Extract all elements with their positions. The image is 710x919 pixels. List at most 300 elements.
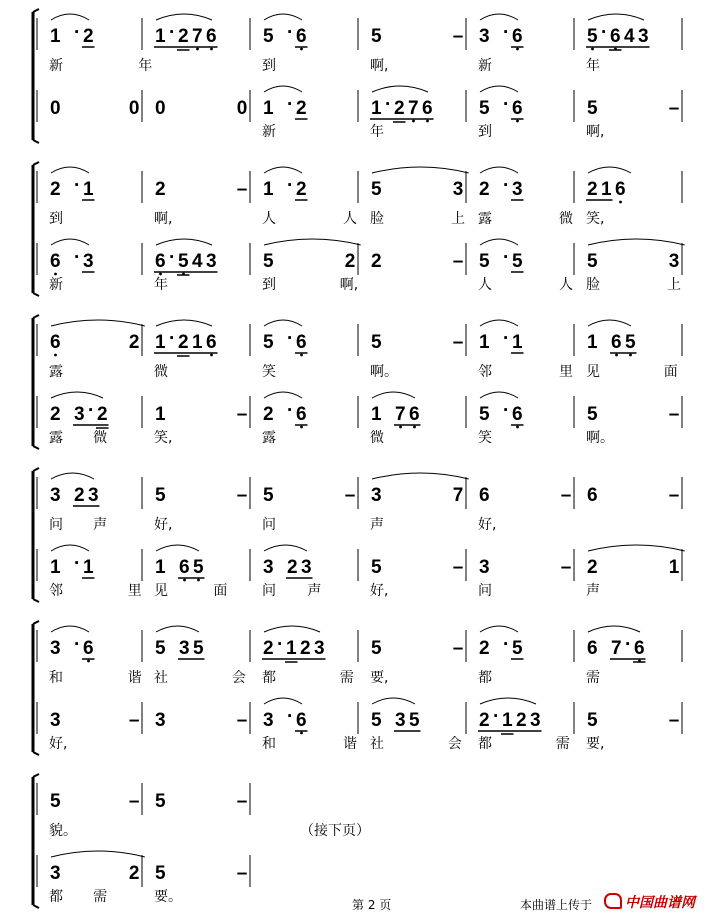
dot-note: · xyxy=(287,328,294,349)
note: 1 xyxy=(371,98,382,119)
note: 5 xyxy=(479,251,490,272)
lyric-syllable: 啊。 xyxy=(586,430,614,446)
low-dot xyxy=(54,273,57,276)
low-dot xyxy=(196,48,199,51)
note: 5 xyxy=(50,791,61,812)
lyric-syllable: 露 xyxy=(49,430,63,446)
note: 3 xyxy=(83,251,94,272)
dash-note: – xyxy=(236,485,248,506)
note: 1 xyxy=(263,98,274,119)
slur-arc xyxy=(588,167,631,173)
note: 4 xyxy=(192,251,203,272)
dash-note: – xyxy=(452,26,464,47)
dash-note: – xyxy=(344,485,356,506)
note: 3 xyxy=(512,179,523,200)
dash-note: – xyxy=(668,98,680,119)
lyric-syllable: 要。 xyxy=(154,889,182,905)
note: 1 xyxy=(512,332,523,353)
lyric-syllable: 微 xyxy=(559,211,573,227)
note: 2 xyxy=(296,179,307,200)
low-dot xyxy=(629,354,632,357)
note: 5 xyxy=(155,638,166,659)
lyric-syllable: 都 xyxy=(262,670,276,686)
note: 3 xyxy=(50,863,61,884)
note: 7 xyxy=(611,638,622,659)
note: 1 xyxy=(601,179,612,200)
note: 6 xyxy=(611,332,622,353)
continue-note: （接下页） xyxy=(300,823,370,839)
slur-arc xyxy=(372,167,469,173)
slur-arc xyxy=(480,86,518,92)
lyric-syllable: 年 xyxy=(370,124,384,140)
note: 5 xyxy=(263,485,274,506)
note: 3 xyxy=(479,557,490,578)
note: 6 xyxy=(587,485,598,506)
note: 6 xyxy=(50,332,61,353)
note: 2 xyxy=(178,332,189,353)
slur-arc xyxy=(264,239,361,245)
dash-note: – xyxy=(236,404,248,425)
note: 5 xyxy=(263,332,274,353)
lyric-syllable: 笑 xyxy=(478,430,492,446)
lyric-syllable: 啊。 xyxy=(370,364,398,380)
lyric-syllable: 社 xyxy=(370,736,384,752)
slur-arc xyxy=(51,473,94,479)
slur-arc xyxy=(156,626,199,632)
dot-note: · xyxy=(493,706,500,727)
lyric-syllable: 需 xyxy=(339,670,354,686)
low-dot xyxy=(159,273,162,276)
note: 6 xyxy=(155,251,166,272)
note: 3 xyxy=(88,485,99,506)
dot-note: · xyxy=(385,94,392,115)
slur-arc xyxy=(372,698,415,704)
note: 0 xyxy=(128,98,140,119)
dot-note: · xyxy=(169,247,176,268)
lyric-syllable: 新 xyxy=(262,124,276,140)
note: 5 xyxy=(512,638,523,659)
dash-note: – xyxy=(452,638,464,659)
low-dot xyxy=(54,354,57,357)
note: 1 xyxy=(50,557,61,578)
dash-note: – xyxy=(452,332,464,353)
note: 1 xyxy=(286,638,297,659)
note: 3 xyxy=(263,710,274,731)
site-logo-text: 中国曲谱网 xyxy=(625,895,695,911)
logo-mark-icon xyxy=(604,893,622,909)
note: 6 xyxy=(409,404,420,425)
note: 6 xyxy=(512,404,523,425)
note: 6 xyxy=(587,638,598,659)
lyric-syllable: 邻 xyxy=(49,583,63,599)
lyric-syllable: 都 xyxy=(478,736,492,752)
lyric-syllable: 问 xyxy=(262,517,276,533)
note: 1 xyxy=(50,26,61,47)
note: 6 xyxy=(83,638,94,659)
note: 1 xyxy=(502,710,513,731)
lyric-syllable: 需 xyxy=(586,670,600,686)
lyric-syllable: 会 xyxy=(231,670,246,686)
note: 7 xyxy=(452,485,464,506)
note: 2 xyxy=(50,404,61,425)
low-dot xyxy=(87,660,90,663)
slur-arc xyxy=(480,698,536,704)
lyric-syllable: 人 xyxy=(343,211,357,227)
note: 1 xyxy=(155,26,166,47)
note: 5 xyxy=(587,26,598,47)
slur-arc xyxy=(51,14,89,20)
dot-note: · xyxy=(503,94,510,115)
dot-note: · xyxy=(74,634,81,655)
note: 6 xyxy=(296,332,307,353)
note: 0 xyxy=(155,98,166,119)
slur-arc xyxy=(156,14,212,20)
lyric-syllable: 年 xyxy=(138,58,153,74)
dot-note: · xyxy=(503,400,510,421)
note: 5 xyxy=(263,251,274,272)
low-dot xyxy=(426,120,429,123)
dash-note: – xyxy=(128,710,140,731)
note: 5 xyxy=(479,404,490,425)
note: 5 xyxy=(587,251,598,272)
lyric-syllable: 问 xyxy=(49,517,63,533)
note: 2 xyxy=(344,251,356,272)
slur-arc xyxy=(372,86,428,92)
dash-note: – xyxy=(236,863,248,884)
note: 3 xyxy=(371,485,382,506)
note: 3 xyxy=(74,404,85,425)
lyric-syllable: 貌。 xyxy=(49,823,77,839)
lyric-syllable: 上 xyxy=(451,211,465,227)
lyric-syllable: 啊, xyxy=(370,58,389,74)
system-bracket xyxy=(33,468,39,471)
slur-arc xyxy=(51,392,103,398)
lyric-syllable: 露 xyxy=(49,364,63,380)
dash-note: – xyxy=(236,710,248,731)
dot-note: · xyxy=(88,400,95,421)
slur-arc xyxy=(480,167,518,173)
note: 6 xyxy=(610,26,621,47)
lyric-syllable: 里 xyxy=(127,583,142,599)
lyric-syllable: 要, xyxy=(586,736,605,752)
page-number: 第 2 页 xyxy=(352,898,392,912)
note: 6 xyxy=(296,26,307,47)
note: 6 xyxy=(512,98,523,119)
note: 3 xyxy=(638,26,649,47)
lyric-syllable: 见 xyxy=(154,583,168,599)
note: 7 xyxy=(395,404,406,425)
lyric-syllable: 上 xyxy=(667,277,681,293)
note: 2 xyxy=(128,332,140,353)
slur-arc xyxy=(156,239,212,245)
dot-note: · xyxy=(277,634,284,655)
slur-arc xyxy=(264,14,302,20)
lyric-syllable: 面 xyxy=(663,364,678,380)
lyric-syllable: 里 xyxy=(559,364,573,380)
note: 2 xyxy=(300,638,311,659)
lyric-syllable: 微 xyxy=(93,430,108,446)
dash-note: – xyxy=(668,485,680,506)
system xyxy=(33,468,685,602)
note: 2 xyxy=(74,485,85,506)
lyric-syllable: 好, xyxy=(370,583,389,599)
lyric-syllable: 谐 xyxy=(343,736,357,752)
lyric-syllable: 人 xyxy=(559,277,573,293)
note: 2 xyxy=(155,179,166,200)
lyric-syllable: 年 xyxy=(154,277,168,293)
note: 1 xyxy=(192,332,203,353)
note: 2 xyxy=(296,98,307,119)
lyric-syllable: 和 xyxy=(262,736,276,752)
note: 3 xyxy=(50,638,61,659)
note: 5 xyxy=(263,26,274,47)
lyric-syllable: 声 xyxy=(93,517,108,533)
lyric-syllable: 到 xyxy=(262,58,276,74)
note: 0 xyxy=(50,98,61,119)
dot-note: · xyxy=(74,22,81,43)
note: 2 xyxy=(371,251,382,272)
note: 5 xyxy=(587,710,598,731)
dot-note: · xyxy=(74,553,81,574)
note: 6 xyxy=(634,638,645,659)
note: 3 xyxy=(155,710,166,731)
note: 1 xyxy=(155,332,166,353)
dot-note: · xyxy=(287,706,294,727)
lyric-syllable: 笑 xyxy=(262,364,276,380)
note: 6 xyxy=(615,179,626,200)
lyric-syllable: 脸 xyxy=(586,277,600,293)
note: 6 xyxy=(479,485,490,506)
note: 3 xyxy=(50,485,61,506)
lyric-syllable: 好, xyxy=(478,517,497,533)
note: 1 xyxy=(83,179,94,200)
note: 2 xyxy=(479,710,490,731)
note: 2 xyxy=(97,404,108,425)
dash-note: – xyxy=(236,179,248,200)
note: 1 xyxy=(83,557,94,578)
system xyxy=(33,9,682,143)
dash-note: – xyxy=(668,710,680,731)
note: 5 xyxy=(512,251,523,272)
note: 2 xyxy=(479,638,490,659)
slur-arc xyxy=(264,626,320,632)
note: 2 xyxy=(128,863,140,884)
lyric-syllable: 脸 xyxy=(370,211,384,227)
note: 5 xyxy=(155,791,166,812)
note: 6 xyxy=(296,404,307,425)
note: 3 xyxy=(668,251,680,272)
lyric-syllable: 会 xyxy=(447,736,462,752)
note: 6 xyxy=(179,557,190,578)
note: 5 xyxy=(155,863,166,884)
lyric-syllable: 面 xyxy=(213,583,228,599)
note: 7 xyxy=(192,26,203,47)
note: 6 xyxy=(50,251,61,272)
lyric-syllable: 微 xyxy=(154,364,168,380)
system-bracket xyxy=(33,9,39,12)
low-dot xyxy=(197,579,200,582)
low-dot xyxy=(591,48,594,51)
note: 5 xyxy=(371,179,382,200)
note: 1 xyxy=(263,179,274,200)
note: 5 xyxy=(371,557,382,578)
dash-note: – xyxy=(128,791,140,812)
lyric-syllable: 要, xyxy=(370,670,389,686)
lyric-syllable: 到 xyxy=(478,124,492,140)
slur-arc xyxy=(480,626,518,632)
note: 1 xyxy=(587,332,598,353)
lyric-syllable: 都 xyxy=(478,670,492,686)
slur-arc xyxy=(51,851,145,857)
note: 6 xyxy=(512,26,523,47)
dot-note: · xyxy=(503,634,510,655)
note: 5 xyxy=(587,404,598,425)
system xyxy=(33,315,682,449)
lyric-syllable: 声 xyxy=(370,517,384,533)
note: 5 xyxy=(371,332,382,353)
low-dot xyxy=(413,426,416,429)
low-dot xyxy=(210,48,213,51)
system-bracket xyxy=(33,752,39,755)
system-bracket xyxy=(33,621,39,624)
lyric-syllable: 啊, xyxy=(154,211,173,227)
lyric-syllable: 问 xyxy=(478,583,492,599)
lyric-syllable: 笑, xyxy=(586,211,605,227)
slur-arc xyxy=(264,320,302,326)
note: 5 xyxy=(587,98,598,119)
slur-arc xyxy=(372,473,469,479)
system-bracket xyxy=(33,599,39,602)
slur-arc xyxy=(264,545,307,551)
dot-note: · xyxy=(74,175,81,196)
lyric-syllable: 人 xyxy=(262,211,276,227)
slur-arc xyxy=(264,392,302,398)
system-bracket xyxy=(33,315,39,318)
slur-arc xyxy=(51,545,89,551)
slur-arc xyxy=(264,86,302,92)
slur-arc xyxy=(372,392,415,398)
dot-note: · xyxy=(74,247,81,268)
lyric-syllable: 邻 xyxy=(478,364,492,380)
lyric-syllable: 声 xyxy=(307,583,322,599)
system-bracket xyxy=(33,905,39,908)
slur-arc xyxy=(480,14,518,20)
system-bracket xyxy=(33,446,39,449)
slur-arc xyxy=(588,239,685,245)
dot-note: · xyxy=(503,247,510,268)
note: 5 xyxy=(178,251,189,272)
low-dot xyxy=(619,201,622,204)
note: 2 xyxy=(50,179,61,200)
lyric-syllable: 到 xyxy=(262,277,276,293)
note: 3 xyxy=(314,638,325,659)
dot-note: · xyxy=(287,22,294,43)
lyric-syllable: 啊, xyxy=(339,277,359,293)
system xyxy=(33,621,682,755)
low-dot xyxy=(516,426,519,429)
lyric-syllable: 啊, xyxy=(586,124,605,140)
low-dot xyxy=(300,354,303,357)
dash-note: – xyxy=(236,791,248,812)
system xyxy=(33,162,685,296)
slur-arc xyxy=(156,320,212,326)
note: 6 xyxy=(206,26,217,47)
note: 3 xyxy=(301,557,312,578)
low-dot xyxy=(615,354,618,357)
note: 5 xyxy=(193,638,204,659)
lyric-syllable: 笑, xyxy=(154,430,173,446)
note: 7 xyxy=(408,98,419,119)
lyric-syllable: 到 xyxy=(49,211,63,227)
dash-note: – xyxy=(668,404,680,425)
lyric-syllable: 新 xyxy=(49,277,63,293)
note: 1 xyxy=(155,404,166,425)
low-dot xyxy=(399,426,402,429)
lyric-syllable: 露 xyxy=(262,430,276,446)
dot-note: · xyxy=(503,328,510,349)
note: 3 xyxy=(179,638,190,659)
note: 0 xyxy=(236,98,248,119)
slur-arc xyxy=(264,167,302,173)
dash-note: – xyxy=(560,557,572,578)
lyric-syllable: 新 xyxy=(478,58,492,74)
slur-arc xyxy=(264,698,302,704)
slur-arc xyxy=(51,320,145,326)
dot-note: · xyxy=(287,175,294,196)
note: 1 xyxy=(479,332,490,353)
lyric-syllable: 新 xyxy=(49,58,63,74)
note: 6 xyxy=(296,710,307,731)
lyric-syllable: 微 xyxy=(370,430,384,446)
lyric-syllable: 问 xyxy=(262,583,276,599)
lyric-syllable: 好, xyxy=(154,517,173,533)
low-dot xyxy=(412,120,415,123)
note: 5 xyxy=(371,26,382,47)
note: 3 xyxy=(395,710,406,731)
lyric-syllable: 见 xyxy=(586,364,600,380)
note: 4 xyxy=(624,26,635,47)
note: 5 xyxy=(155,485,166,506)
site-logo xyxy=(604,892,695,912)
dash-note: – xyxy=(452,251,464,272)
dot-note: · xyxy=(169,328,176,349)
dot-note: · xyxy=(601,22,608,43)
note: 6 xyxy=(422,98,433,119)
note: 5 xyxy=(371,710,382,731)
note: 3 xyxy=(530,710,541,731)
lyric-syllable: 人 xyxy=(478,277,492,293)
system-bracket xyxy=(33,162,39,165)
slur-arc xyxy=(156,545,199,551)
low-dot xyxy=(516,120,519,123)
note: 2 xyxy=(516,710,527,731)
slur-arc xyxy=(588,545,685,551)
note: 2 xyxy=(394,98,405,119)
note: 2 xyxy=(83,26,94,47)
note: 2 xyxy=(287,557,298,578)
low-dot xyxy=(300,732,303,735)
note: 2 xyxy=(263,404,274,425)
note: 6 xyxy=(206,332,217,353)
system-bracket xyxy=(33,140,39,143)
slur-arc xyxy=(51,239,89,245)
dash-note: – xyxy=(560,485,572,506)
dot-note: · xyxy=(503,22,510,43)
note: 5 xyxy=(409,710,420,731)
note: 1 xyxy=(668,557,680,578)
note: 3 xyxy=(479,26,490,47)
slur-arc xyxy=(480,392,518,398)
